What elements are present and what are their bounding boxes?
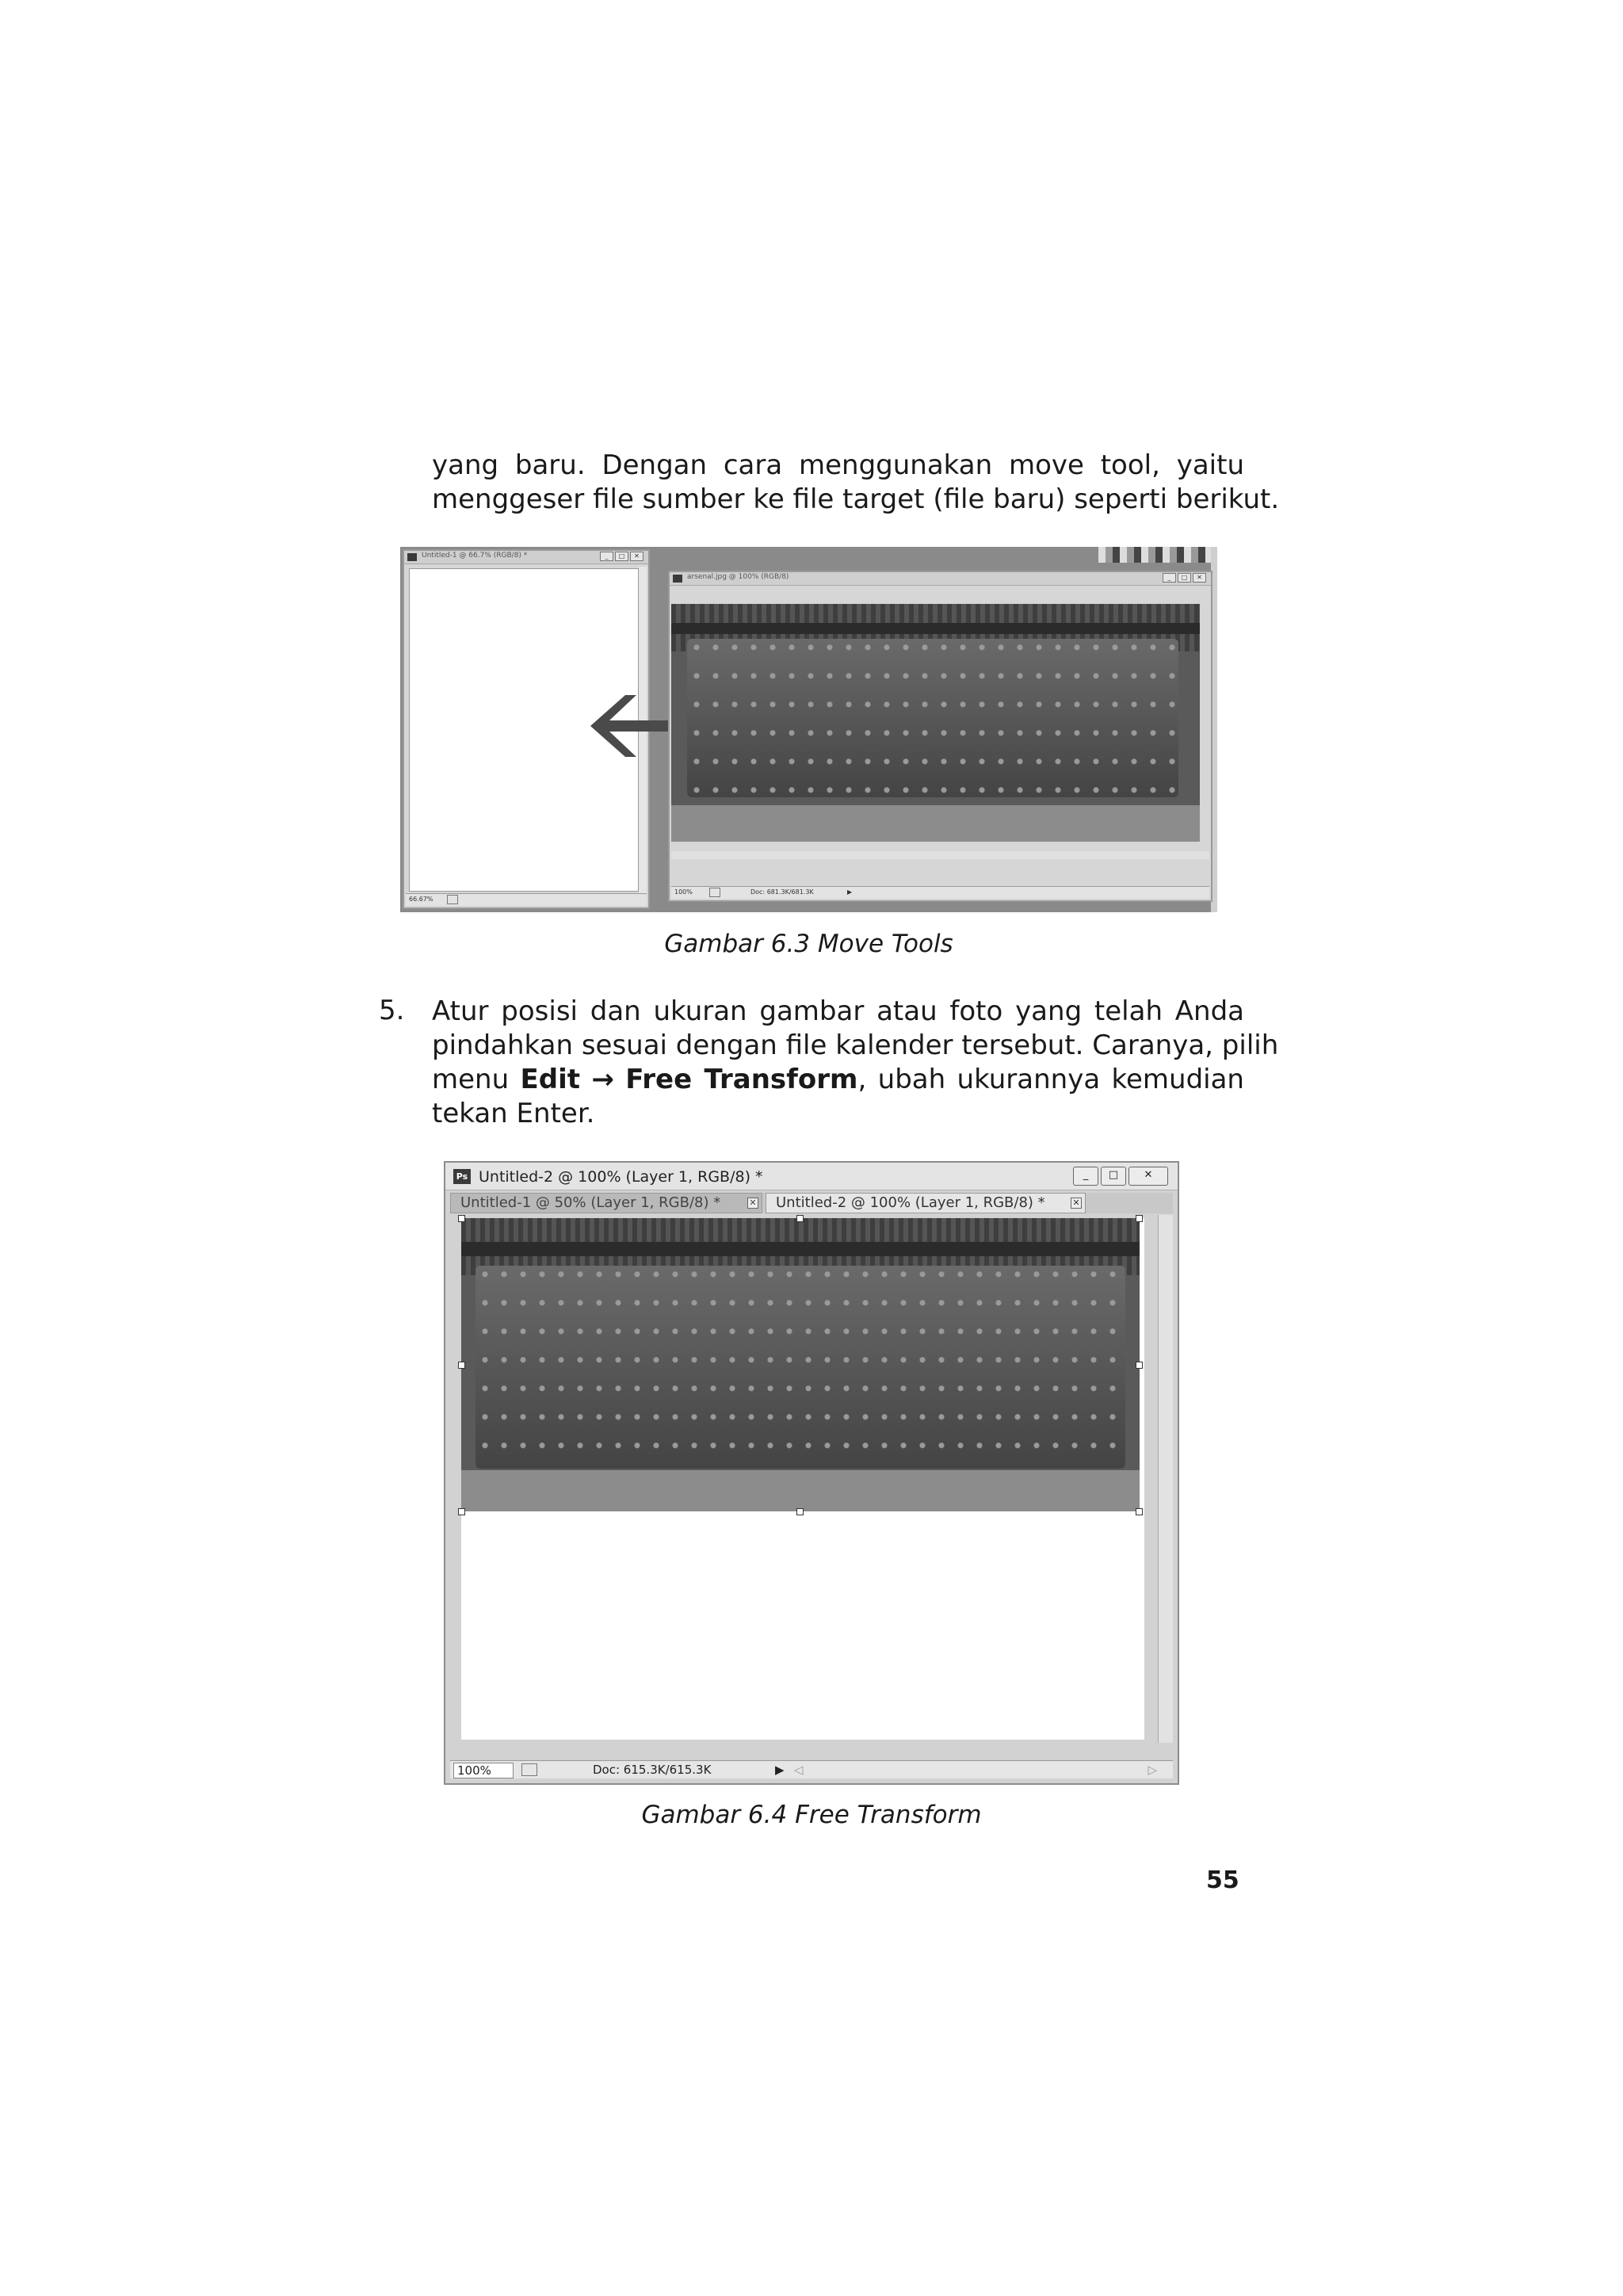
document-tabs: [450, 1193, 1173, 1213]
window-title: Untitled-2 @ 100% (Layer 1, RGB/8) *: [479, 1168, 763, 1186]
menu-arrow-icon: →: [591, 1064, 614, 1095]
source-window-controls: [1163, 573, 1206, 583]
team-photo[interactable]: [671, 604, 1200, 842]
transform-handle-top-left[interactable]: [458, 1215, 465, 1222]
close-icon[interactable]: ✕: [747, 1198, 758, 1209]
restore-icon[interactable]: □: [615, 552, 628, 561]
status-menu-arrow-icon[interactable]: ▶: [847, 888, 853, 896]
document-canvas[interactable]: [461, 1218, 1144, 1740]
page-number: 55: [1206, 1866, 1239, 1894]
transform-handle-top-center[interactable]: [796, 1215, 804, 1222]
transform-handle-middle-left[interactable]: [458, 1362, 465, 1369]
source-status-bar: [671, 886, 1209, 899]
sponsor-banner: [671, 623, 1200, 634]
transform-handle-bottom-left[interactable]: [458, 1508, 465, 1515]
source-hscroll[interactable]: [671, 851, 1209, 859]
restore-icon[interactable]: □: [1178, 573, 1191, 583]
vertical-scrollbar[interactable]: [1158, 1215, 1173, 1743]
doc-info: Doc: 615.3K/615.3K: [593, 1763, 712, 1777]
minimize-button[interactable]: _: [1073, 1167, 1098, 1186]
target-window-title: Untitled-1 @ 66.7% (RGB/8) *: [422, 552, 528, 560]
transform-handle-bottom-right[interactable]: [1136, 1508, 1143, 1515]
scroll-left-icon[interactable]: ◁: [794, 1763, 804, 1777]
tab-untitled-2[interactable]: [766, 1193, 1086, 1213]
step-5-line-3-pre: menu: [432, 1064, 521, 1095]
status-bar: [450, 1760, 1173, 1778]
step-5-paragraph: [432, 995, 1279, 1131]
close-icon[interactable]: ✕: [630, 552, 643, 561]
transform-handle-top-right[interactable]: [1136, 1215, 1143, 1222]
figure-free-transform: [444, 1161, 1179, 1785]
source-zoom-readout: 100%: [674, 888, 693, 896]
status-info-icon[interactable]: [709, 888, 720, 897]
pitch: [671, 805, 1200, 842]
zoom-readout[interactable]: 100%: [453, 1763, 514, 1778]
pitch: [461, 1470, 1140, 1511]
photoshop-icon: Ps: [453, 1169, 471, 1184]
step-5-line-2: pindahkan sesuai dengan file kalender tersebut. Caranya, pilih: [432, 1030, 1279, 1061]
menu-free-transform-label: Free Transform: [625, 1064, 858, 1095]
status-info-icon[interactable]: [521, 1763, 537, 1776]
source-window-titlebar[interactable]: [670, 572, 1211, 586]
step-5-line-3-post: , ubah ukurannya kemudian: [857, 1064, 1244, 1095]
source-window-title: arsenal.jpg @ 100% (RGB/8): [687, 573, 789, 581]
tab-untitled-1[interactable]: [450, 1193, 762, 1213]
step-5-line-1: Atur posisi dan ukuran gambar atau foto yang telah Anda: [432, 995, 1244, 1027]
source-doc-info: Doc: 681.3K/681.3K: [750, 888, 814, 896]
photoshop-icon: [407, 553, 417, 561]
swatches-panel: [1098, 547, 1217, 563]
figure-1-caption: Gambar 6.3 Move Tools: [664, 930, 953, 958]
close-icon[interactable]: ✕: [1071, 1198, 1082, 1209]
intro-paragraph: [432, 449, 1280, 517]
tab-label: Untitled-1 @ 50% (Layer 1, RGB/8) *: [460, 1194, 721, 1211]
team-photo-layer[interactable]: [461, 1218, 1140, 1511]
step-5-line-3: [432, 1063, 1244, 1097]
team-group: [687, 639, 1178, 797]
intro-line-1: yang baru. Dengan cara menggunakan move tool, yaitu: [432, 449, 1244, 481]
status-menu-arrow-icon[interactable]: ▶: [775, 1763, 785, 1777]
target-zoom-readout: 66.67%: [409, 896, 433, 903]
team-group: [475, 1266, 1125, 1469]
target-window-controls: [600, 552, 643, 561]
transform-handle-middle-right[interactable]: [1136, 1362, 1143, 1369]
figure-move-tools: [400, 547, 1217, 912]
step-number: 5.: [379, 995, 405, 1026]
intro-line-2: menggeser file sumber ke file target (file baru) seperti berikut.: [432, 483, 1280, 515]
photoshop-icon: [673, 575, 682, 583]
minimize-icon[interactable]: _: [600, 552, 613, 561]
step-5-line-4: tekan Enter.: [432, 1098, 595, 1129]
menu-edit-label: Edit: [520, 1064, 580, 1095]
window-controls: [1073, 1167, 1168, 1186]
tab-label: Untitled-2 @ 100% (Layer 1, RGB/8) *: [776, 1194, 1045, 1211]
close-icon[interactable]: ✕: [1193, 573, 1206, 583]
scroll-right-icon[interactable]: ▷: [1148, 1763, 1157, 1777]
target-status-bar: [406, 893, 647, 906]
close-button[interactable]: ✕: [1128, 1167, 1168, 1186]
target-window-titlebar[interactable]: [404, 551, 648, 564]
sponsor-banner: [461, 1242, 1140, 1256]
source-document-window[interactable]: [668, 571, 1212, 902]
minimize-icon[interactable]: _: [1163, 573, 1176, 583]
maximize-button[interactable]: □: [1101, 1167, 1126, 1186]
window-titlebar[interactable]: [445, 1163, 1178, 1190]
transform-handle-bottom-center[interactable]: [796, 1508, 804, 1515]
status-info-icon[interactable]: [447, 895, 458, 904]
figure-2-caption: Gambar 6.4 Free Transform: [641, 1801, 982, 1829]
